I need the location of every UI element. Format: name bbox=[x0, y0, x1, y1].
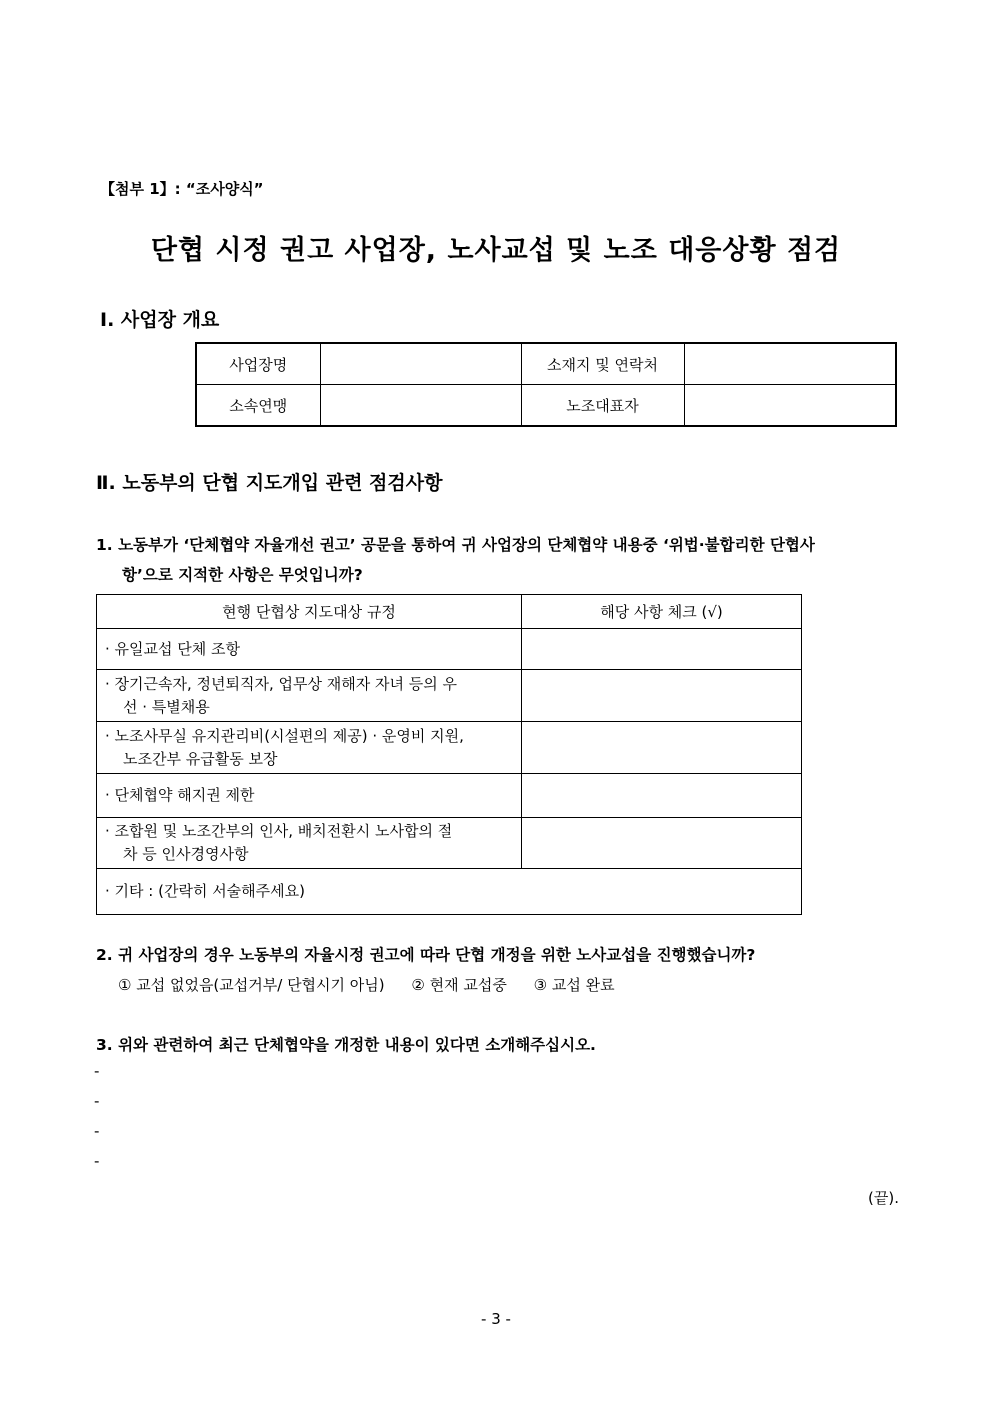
table-header-row bbox=[97, 595, 802, 629]
question-1-line1: 1. 노동부가 ‘단체협약 자율개선 권고’ 공문을 통하여 귀 사업장의 단체협약 내용중 ‘위법·불합리한 단협사 bbox=[96, 536, 815, 554]
table-row bbox=[97, 774, 802, 818]
checklist-item: · 장기근속자, 정년퇴직자, 업무상 재해자 자녀 등의 우 선 · 특별채용 bbox=[97, 670, 522, 722]
section2-heading: Ⅱ. 노동부의 단협 지도개입 관련 점검사항 bbox=[96, 472, 443, 494]
question-2: 2. 귀 사업장의 경우 노동부의 자율시정 권고에 따라 단협 개정을 위한 노사교섭을 진행했습니까? bbox=[96, 946, 756, 964]
table-row bbox=[196, 385, 896, 427]
check-cell[interactable] bbox=[522, 670, 802, 722]
option-negotiation-complete[interactable]: ③ 교섭 완료 bbox=[533, 976, 615, 994]
option-no-negotiation[interactable]: ① 교섭 없었음(교섭거부/ 단협시기 아님) bbox=[118, 976, 385, 994]
check-cell[interactable] bbox=[522, 629, 802, 670]
end-mark: (끝). bbox=[868, 1189, 899, 1207]
field-federation[interactable] bbox=[320, 385, 521, 427]
attachment-label: 【첨부 1】: “조사양식” bbox=[100, 180, 264, 198]
checklist-item: · 유일교섭 단체 조항 bbox=[97, 629, 522, 670]
section1-heading: Ⅰ. 사업장 개요 bbox=[100, 309, 220, 331]
answer-line[interactable]: - bbox=[94, 1062, 100, 1080]
table-row bbox=[97, 818, 802, 869]
workplace-overview-table bbox=[195, 342, 897, 427]
question-2-options bbox=[118, 972, 637, 998]
field-location-contact[interactable] bbox=[684, 343, 896, 385]
label-federation: 소속연맹 bbox=[196, 385, 320, 427]
option-in-negotiation[interactable]: ② 현재 교섭중 bbox=[411, 976, 507, 994]
label-union-representative: 노조대표자 bbox=[521, 385, 684, 427]
guidance-checklist-table bbox=[96, 594, 802, 915]
table-row bbox=[97, 869, 802, 915]
table-row bbox=[97, 670, 802, 722]
label-location-contact: 소재지 및 연락처 bbox=[521, 343, 684, 385]
table-row bbox=[196, 343, 896, 385]
checklist-other[interactable]: · 기타 : (간락히 서술해주세요) bbox=[97, 869, 802, 915]
label-workplace-name: 사업장명 bbox=[196, 343, 320, 385]
page-number: - 3 - bbox=[481, 1310, 511, 1328]
checklist-item: · 노조사무실 유지관리비(시설편의 제공) · 운영비 지원, 노조간부 유급활동 보장 bbox=[97, 722, 522, 774]
field-union-representative[interactable] bbox=[684, 385, 896, 427]
field-workplace-name[interactable] bbox=[320, 343, 521, 385]
check-cell[interactable] bbox=[522, 722, 802, 774]
question-1-line2: 항’으로 지적한 사항은 무엇입니까? bbox=[122, 566, 363, 584]
column-header-regulation: 현행 단협상 지도대상 규정 bbox=[97, 595, 522, 629]
question-1 bbox=[96, 530, 901, 590]
question-3: 3. 위와 관련하여 최근 단체협약을 개정한 내용이 있다면 소개해주십시오. bbox=[96, 1036, 596, 1054]
column-header-check: 해당 사항 체크 (√) bbox=[522, 595, 802, 629]
answer-line[interactable]: - bbox=[94, 1092, 100, 1110]
table-row bbox=[97, 629, 802, 670]
check-cell[interactable] bbox=[522, 774, 802, 818]
checklist-item: · 조합원 및 노조간부의 인사, 배치전환시 노사합의 절 차 등 인사경영사항 bbox=[97, 818, 522, 869]
document-title: 단협 시정 권고 사업장, 노사교섭 및 노조 대응상황 점검 bbox=[150, 235, 842, 266]
check-cell[interactable] bbox=[522, 818, 802, 869]
answer-line[interactable]: - bbox=[94, 1122, 100, 1140]
checklist-item: · 단체협약 해지권 제한 bbox=[97, 774, 522, 818]
answer-line[interactable]: - bbox=[94, 1152, 100, 1170]
table-row bbox=[97, 722, 802, 774]
